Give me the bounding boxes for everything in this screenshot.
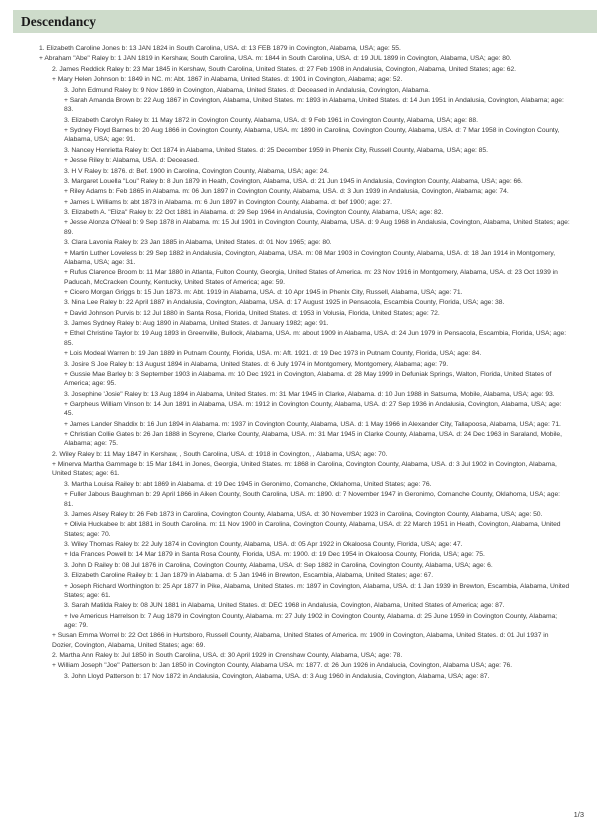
descendant-entry: 3. Clara Lavonia Raley b: 23 Jan 1885 in Alabama, United States. d: 01 Nov 1965; age: 80. xyxy=(64,239,332,247)
spouse-entry: + Olivia Huckabee b: abt 1881 in South Carolina. m: 11 Nov 1900 in Carolina, Covington County, Alabama, USA. d: 22 March 1951 in Heath, Covington, Alabama, United States; age: 70. xyxy=(64,521,561,538)
descendant-entry: 1. Elizabeth Caroline Jones b: 13 JAN 1824 in South Carolina, USA. d: 13 FEB 1879 in Covington, Alabama, USA; age: 55. xyxy=(39,45,401,52)
descendant-entry: 3. James Sydney Raley b: Aug 1890 in Alabama, United States. d: January 1982; age: 91. xyxy=(64,320,329,328)
spouse-entry: + Sydney Floyd Barnes b: 20 Aug 1866 in Covington County, Alabama, USA. m: 1890 in Carolina, Covington County, Alabama, USA. d: 7 Mar 1958 in Covington County, Alabama, USA; age: 91. xyxy=(64,127,560,144)
descendant-entry: 3. Nancey Henrietta Raley b: Oct 1874 in Alabama, United States. d: 25 December 1959 in Phenix City, Russell County, Alabama, USA; age: 85. xyxy=(64,146,488,154)
spouse-entry: + Martin Luther Loveless b: 29 Sep 1882 in Andalusia, Covington, Alabama, USA. m: 08 Mar 1903 in Covington County, Alabama, USA. d: 18 Jan 1914 in Montgomery, Alabama, USA; age: 31. xyxy=(64,249,556,266)
descendant-entry: 3. Elizabeth Carolyn Raley b: 11 May 1872 in Covington County, Alabama, USA. d: 9 Feb 1961 in Covington County, Alabama, USA; age: 88. xyxy=(64,116,478,124)
spouse-entry: + Ethel Christine Taylor b: 19 Aug 1893 in Greenville, Bullock, Alabama, USA. m: about 1909 in Alabama, USA. d: 24 Jun 1979 in Pensacola, Escambia, Florida, USA; age: 85. xyxy=(64,330,567,347)
spouse-entry: + Mary Helen Johnson b: 1849 in NC. m: Abt. 1867 in Alabama, United States. d: 1901 in Covington, Alabama; age: 52. xyxy=(52,76,403,84)
spouse-entry: + David Johnson Purvis b: 12 Jul 1880 in Santa Rosa, Florida, United States. d: 1953 in Volusia, Florida, United States; age: 72. xyxy=(64,309,440,317)
spouse-entry: + Abraham "Abe" Raley b: 1 JAN 1819 in Kershaw, South Carolina, USA. m: 1844 in South Carolina, USA. d: 19 JUL 1899 in Covington, Alabama, USA; age: 80. xyxy=(39,55,512,63)
spouse-entry: + Gussie Mae Barley b: 3 September 1903 in Alabama. m: 10 Dec 1921 in Covington, Alabama. d: 28 May 1999 in Defuniak Springs, Walton, Florida, United States of America; age: 95. xyxy=(64,370,552,388)
spouse-entry: + Christian Collie Gates b: 26 Jan 1888 in Scyrene, Clarke County, Alabama, USA. m: 31 Mar 1945 in Clarke County, Alabama, USA. d: 24 Dec 1963 in Saraland, Mobile, Alabama; age: 75. xyxy=(64,431,562,448)
descendant-entry: 3. Wiley Thomas Raley b: 22 July 1874 in Covington County, Alabama, USA. d: 05 Apr 1922 in Okaloosa County, Florida, USA; age: 47. xyxy=(64,541,463,549)
descendant-entry: 2. Martha Ann Raley b: Jul 1850 in South Carolina, USA. d: 30 April 1929 in Crenshaw County, Alabama, USA; age: 78. xyxy=(52,652,403,660)
descendant-entry: 3. Sarah Matilda Raley b: 08 JUN 1881 in Alabama, United States. d: DEC 1968 in Andalusia, Covington, Alabama, United States of America; age: 87. xyxy=(64,602,505,610)
spouse-entry: + Riley Adams b: Feb 1865 in Alabama. m: 06 Jun 1897 in Covington County, Alabama, USA. d: 3 Jun 1939 in Andalusia, Covington, Alabama; age: 74. xyxy=(64,188,509,196)
descendant-entry: 3. John D Railey b: 08 Jul 1876 in Carolina, Covington County, Alabama, USA. d: Sep 1882 in Carolina, Covington County, Alabama, USA; age: 6. xyxy=(64,561,493,569)
descendant-entry: 3. Josephine 'Josie" Raley b: 13 Aug 1894 in Alabama, United States. m: 31 Mar 1945 in Clarke, Alabama. d: 10 Jun 1988 in Satsuma, Mobile, Alabama, USA; age: 93. xyxy=(64,390,555,398)
spouse-entry: + Sarah Amanda Brown b: 22 Aug 1867 in Covington, Alabama, United States. m: 1893 in Alabama, United States. d: 14 Jun 1951 in Andalusia, Covington, Alabama; age: 83. xyxy=(64,96,564,114)
descendant-entry: 3. Martha Louisa Railey b: abt 1869 in Alabama. d: 19 Dec 1945 in Geronimo, Comanche, Oklahoma, United States; age: 76. xyxy=(64,480,432,488)
descendancy-list xyxy=(0,44,600,682)
spouse-entry: + Jesse Alonza O'Neal b: 9 Sep 1878 in Alabama. m: 15 Jul 1901 in Covington County, Alabama, USA. d: 9 Aug 1968 in Andalusia, Covington, Alabama, United States; age: 89. xyxy=(64,219,570,236)
spouse-entry: + James L Williams b: abt 1873 in Alabama. m: 6 Jun 1897 in Covington County, Alabama. d: bef 1900; age: 27. xyxy=(64,198,392,206)
spouse-entry: + Fuller Jabous Baughman b: 29 April 1866 in Aiken County, South Carolina, USA. m: 1890. d: 7 November 1947 in Geronimo, Comanche County, Oklahoma, USA; age: 81. xyxy=(64,491,560,508)
descendant-entry: 3. Margaret Louella "Lou" Raley b: 8 Jun 1879 in Heath, Covington, Alabama, USA. d: 21 Jun 1945 in Andalusia, Covington County, Alabama, USA; age: 66. xyxy=(64,177,523,185)
descendant-entry: 3. James Alsey Raley b: 26 Feb 1873 in Carolina, Covington County, Alabama, USA. d: 30 November 1923 in Carolina, Covington County, Alabama, USA; age: 50. xyxy=(64,510,543,518)
descendant-entry: 2. James Reddick Raley b: 23 Mar 1845 in Kershaw, South Carolina, United States. d: 27 Feb 1908 in Andalusia, Covington, Alabama, United States; age: 62. xyxy=(52,65,517,73)
spouse-entry: + Jesse Riley b: Alabama, USA. d: Deceased. xyxy=(64,157,199,165)
spouse-entry: + Garpheus William Vinson b: 14 Jun 1891 in Alabama, USA. m: 1912 in Covington County, Alabama, USA. d: 27 Sep 1936 in Andalusia, Covington, Alabama, USA; age: 45. xyxy=(64,401,562,418)
section-header xyxy=(13,10,597,33)
descendant-entry: 3. John Lloyd Patterson b: 17 Nov 1872 in Andalusia, Covington, Alabama, USA. d: 3 Aug 1960 in Andalusia, Covington, Alabama, USA; age: 87. xyxy=(64,672,490,680)
descendant-entry: 3. Nina Lee Raley b: 22 April 1887 in Andalusia, Covington, Alabama, USA. d: 17 August 1925 in Pensacola, Escambia County, Florida, USA; age: 38. xyxy=(64,299,505,307)
spouse-entry: + Lois Modeal Warren b: 19 Jan 1889 in Putnam County, Florida, USA. m: Aft. 1921. d: 19 Dec 1973 in Putnam County, Florida, USA; age: 84. xyxy=(64,350,482,358)
spouse-entry: + William Joseph "Joe" Patterson b: Jan 1850 in Covington County, Alabama USA. m: 1877. d: 26 Jun 1926 in Andalucia, Covington, Alabama USA; age: 76. xyxy=(52,662,513,670)
descendant-entry: 3. Elizabeth A. "Eliza" Raley b: 22 Oct 1881 in Alabama. d: 29 Sep 1964 in Andalusia, Covington County, Alabama, USA; age: 82. xyxy=(64,209,444,217)
descendant-entry: 2. Wiley Raley b: 11 May 1847 in Kershaw, , South Carolina, USA. d: 1918 in Covington, , Alabama, USA; age: 70. xyxy=(52,450,388,458)
descendant-entry: 3. H V Raley b: 1876. d: Bef. 1900 in Carolina, Covington County, Alabama, USA; age: 24. xyxy=(64,167,329,175)
descendant-entry: 3. Josire S Joe Raley b: 13 August 1894 in Alabama, United States. d: 6 July 1974 in Montgomery, Montgomery, Alabama; age: 79. xyxy=(64,360,449,368)
page-title: Descendancy xyxy=(21,14,96,29)
spouse-entry: + Joseph Richard Worthington b: 25 Apr 1877 in Pike, Alabama, United States. m: 1897 in Covington, Alabama, USA. d: 1 Jan 1939 in Brewton, Escambia, Alabama, United States; age: 61. xyxy=(64,582,570,599)
spouse-entry: + Ive Americus Harrelson b: 7 Aug 1879 in Covington County, Alabama. m: 27 July 1902 in Covington County, Alabama. d: 25 June 1959 in Covington County, Alabama; age: 79. xyxy=(64,612,558,629)
page-number: 1/3 xyxy=(573,810,584,819)
spouse-entry: + Rufus Clarence Broom b: 11 Mar 1880 in Atlanta, Fulton County, Georgia, United States of America. m: 23 Nov 1916 in Montgomery, Alabama, USA. d: 23 Oct 1939 in Paducah, McCracken County, Kentucky, United States of America; age: 59. xyxy=(64,269,558,286)
descendant-entry: 3. John Edmund Raley b: 9 Nov 1869 in Covington, Alabama, United States. d: Deceased in Andalusia, Covington, Alabama. xyxy=(64,86,430,94)
spouse-entry: + James Lander Shaddix b: 16 Jun 1894 in Alabama. m: 1937 in Covington County, Alabama, USA. d: 1 May 1966 in Alexander City, Tallapoosa, Alabama, USA; age: 71. xyxy=(64,420,561,428)
descendant-entry: 3. Elizabeth Caroline Railey b: 1 Jan 1879 in Alabama. d: 5 Jan 1946 in Brewton, Escambia, Alabama, United States; age: 67. xyxy=(64,572,434,580)
spouse-entry: + Cicero Morgan Griggs b: 15 Jun 1873. m: Abt. 1919 in Alabama, USA. d: 10 Apr 1945 in Phenix City, Russell, Alabama, USA; age: 71. xyxy=(64,288,463,296)
spouse-entry: + Minerva Martha Gammage b: 15 Mar 1841 in Jones, Georgia, United States. m: 1868 in Carolina, Covington County, Alabama, USA. d: 3 Jul 1902 in Covington, Alabama, United States; age: 61. xyxy=(52,461,557,478)
spouse-entry: + Ida Frances Powell b: 14 Mar 1879 in Santa Rosa County, Florida, USA. m: 1900. d: 19 Dec 1954 in Okaloosa County, Florida, USA; age: 75. xyxy=(64,551,485,559)
spouse-entry: + Susan Emma Worrel b: 22 Oct 1866 in Hurtsboro, Russell County, Alabama, United States of America. m: 1909 in Covington, Alabama, United States. d: 01 Jul 1937 in Dozier, Covington, Alabama, United States; age: 69. xyxy=(52,632,549,649)
